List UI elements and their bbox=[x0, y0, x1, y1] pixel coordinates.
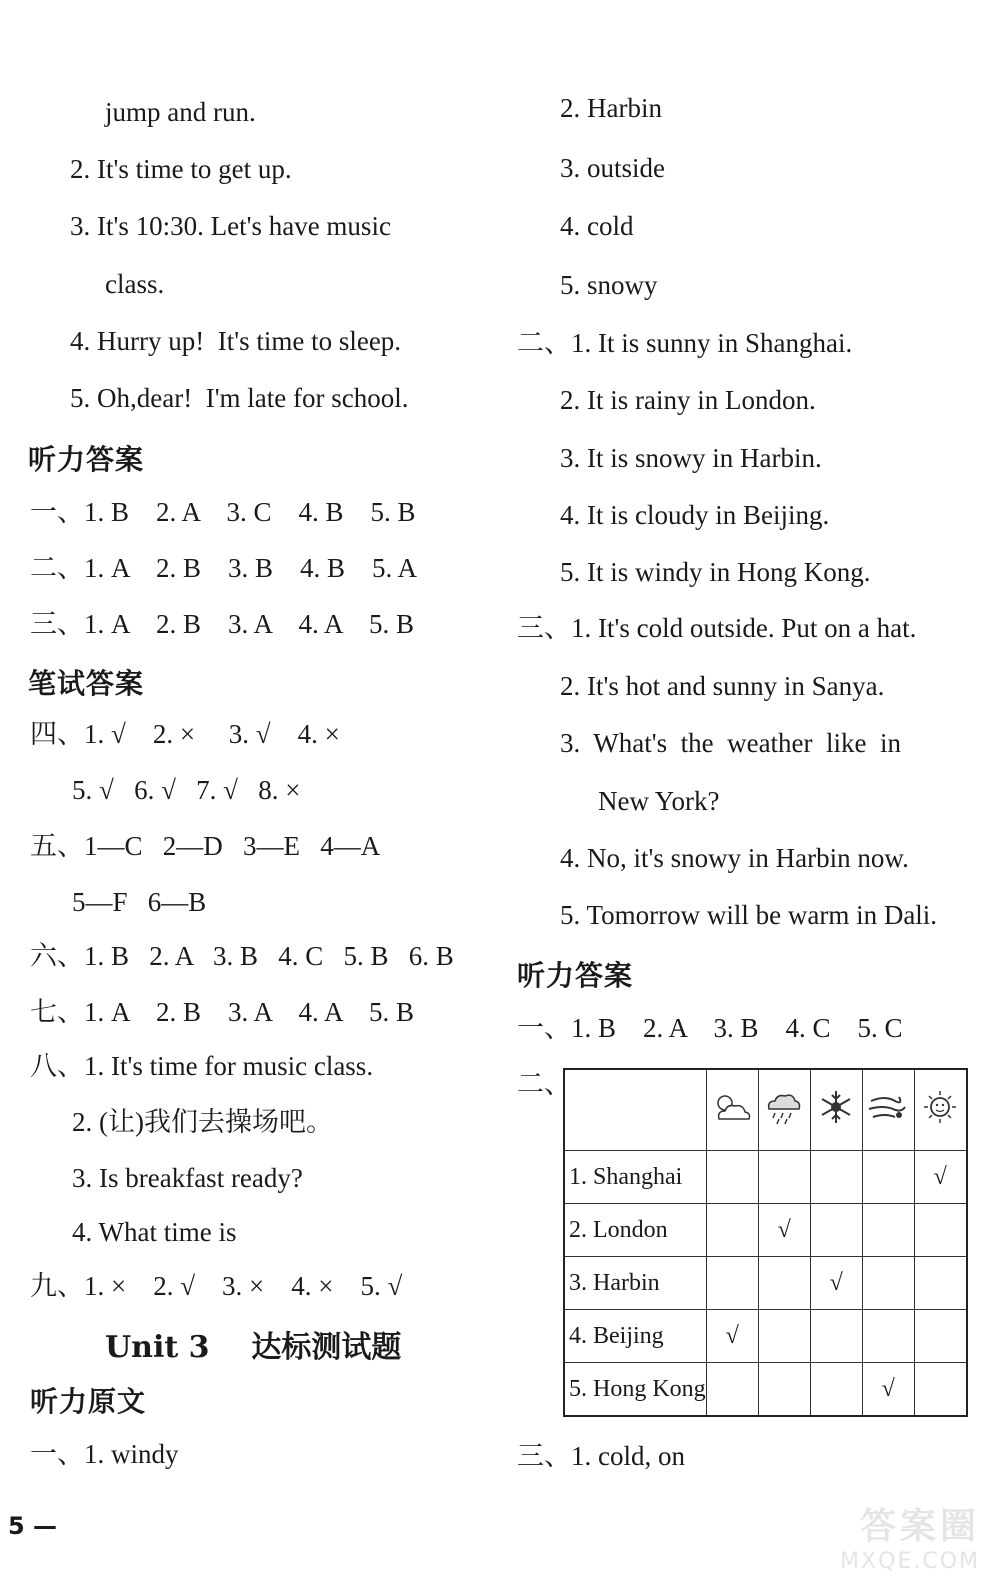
answer-line: 4. It is cloudy in Beijing. bbox=[560, 500, 830, 530]
answer-line: 4. Hurry up! It's time to sleep. bbox=[70, 326, 402, 356]
answer-line: 3. Is breakfast ready? bbox=[72, 1163, 303, 1193]
cloudy-icon bbox=[706, 1069, 758, 1151]
check-cell: √ bbox=[810, 1257, 862, 1310]
check-cell bbox=[862, 1204, 914, 1257]
table-row bbox=[564, 1257, 967, 1310]
answer-line: 三、1. cold, on bbox=[517, 1441, 685, 1471]
check-cell bbox=[862, 1151, 914, 1204]
answer-line: 3. It is snowy in Harbin. bbox=[560, 443, 822, 473]
answer-line: 一、1. B 2. A 3. B 4. C 5. C bbox=[517, 1013, 903, 1043]
answer-line: 2. It is rainy in London. bbox=[560, 385, 816, 415]
answer-line: 二、1. A 2. B 3. B 4. B 5. A bbox=[30, 553, 418, 583]
city-cell: 5. Hong Kong bbox=[564, 1363, 706, 1417]
city-cell: 4. Beijing bbox=[564, 1310, 706, 1363]
table-row bbox=[564, 1151, 967, 1204]
weather-table bbox=[563, 1068, 968, 1417]
answer-line: 5. Tomorrow will be warm in Dali. bbox=[560, 900, 938, 930]
check-cell bbox=[914, 1363, 967, 1417]
answer-line: 六、1. B 2. A 3. B 4. C 5. B 6. B bbox=[30, 941, 454, 971]
answer-line: 4. No, it's snowy in Harbin now. bbox=[560, 843, 909, 873]
check-cell bbox=[810, 1363, 862, 1417]
answer-line: 九、1. × 2. √ 3. × 4. × 5. √ bbox=[30, 1271, 403, 1301]
rainy-icon bbox=[758, 1069, 810, 1151]
answer-line: 八、1. It's time for music class. bbox=[30, 1051, 374, 1081]
check-cell: √ bbox=[862, 1363, 914, 1417]
check-cell bbox=[758, 1257, 810, 1310]
table-row bbox=[564, 1363, 967, 1417]
table-row bbox=[564, 1310, 967, 1363]
section-heading: 听力答案 bbox=[517, 959, 634, 992]
answer-line: New York? bbox=[598, 786, 720, 816]
check-cell: √ bbox=[706, 1310, 758, 1363]
check-cell: √ bbox=[914, 1151, 967, 1204]
check-cell bbox=[706, 1363, 758, 1417]
check-cell bbox=[810, 1204, 862, 1257]
answer-line: 一、1. B 2. A 3. C 4. B 5. B bbox=[30, 497, 416, 527]
answer-line: class. bbox=[105, 269, 165, 299]
answer-line: 四、1. √ 2. × 3. √ 4. × bbox=[30, 719, 340, 749]
table-corner bbox=[564, 1069, 706, 1151]
answer-line: 2. It's hot and sunny in Sanya. bbox=[560, 671, 885, 701]
city-cell: 2. London bbox=[564, 1204, 706, 1257]
check-cell bbox=[758, 1151, 810, 1204]
city-cell: 1. Shanghai bbox=[564, 1151, 706, 1204]
windy-icon bbox=[862, 1069, 914, 1151]
answer-line: 七、1. A 2. B 3. A 4. A 5. B bbox=[30, 997, 415, 1027]
answer-line: 4. What time is bbox=[72, 1217, 237, 1247]
check-cell bbox=[706, 1257, 758, 1310]
answer-line: 3. outside bbox=[560, 153, 665, 183]
section-heading: 笔试答案 bbox=[28, 667, 145, 700]
snowy-icon bbox=[810, 1069, 862, 1151]
answer-line: 三、1. It's cold outside. Put on a hat. bbox=[517, 613, 917, 643]
answer-line: 5. It is windy in Hong Kong. bbox=[560, 557, 871, 587]
watermark bbox=[780, 1498, 980, 1574]
answer-line: 五、1—C 2—D 3—E 4—A bbox=[30, 831, 381, 861]
check-cell bbox=[914, 1204, 967, 1257]
check-cell bbox=[810, 1310, 862, 1363]
answer-line: 2. It's time to get up. bbox=[70, 154, 292, 184]
answer-line: 5. Oh,dear! I'm late for school. bbox=[70, 383, 409, 413]
answer-line: 3. What's the weather like in bbox=[560, 728, 902, 758]
answer-line: 2. Harbin bbox=[560, 93, 662, 123]
check-cell bbox=[706, 1204, 758, 1257]
check-cell bbox=[758, 1310, 810, 1363]
unit-title: Unit 3 达标测试题 bbox=[105, 1330, 402, 1365]
check-cell bbox=[914, 1310, 967, 1363]
answer-line: 三、1. A 2. B 3. A 4. A 5. B bbox=[30, 609, 415, 639]
section-heading: 听力原文 bbox=[30, 1385, 147, 1418]
answer-line: 5—F 6—B bbox=[72, 887, 207, 917]
check-cell bbox=[862, 1257, 914, 1310]
watermark-url: MXQE.COM bbox=[840, 1549, 980, 1574]
sunny-icon bbox=[914, 1069, 967, 1151]
check-cell bbox=[758, 1363, 810, 1417]
check-cell: √ bbox=[758, 1204, 810, 1257]
answer-line: 二、1. It is sunny in Shanghai. bbox=[517, 328, 853, 358]
check-cell bbox=[810, 1151, 862, 1204]
watermark-logo: 答案圈 bbox=[859, 1506, 980, 1547]
answer-line: jump and run. bbox=[105, 97, 256, 127]
city-cell: 3. Harbin bbox=[564, 1257, 706, 1310]
table-label: 二、 bbox=[517, 1069, 571, 1099]
table-row bbox=[564, 1204, 967, 1257]
answer-line: 5. snowy bbox=[560, 270, 658, 300]
check-cell bbox=[706, 1151, 758, 1204]
answer-line: 2. (让)我们去操场吧。 bbox=[72, 1107, 333, 1137]
answer-line: 一、1. windy bbox=[30, 1439, 179, 1469]
answer-line: 5. √ 6. √ 7. √ 8. × bbox=[72, 775, 301, 805]
check-cell bbox=[862, 1310, 914, 1363]
answer-line: 4. cold bbox=[560, 211, 634, 241]
check-cell bbox=[914, 1257, 967, 1310]
section-heading: 听力答案 bbox=[28, 443, 145, 476]
page-number: 5 — bbox=[8, 1512, 58, 1540]
answer-line: 3. It's 10:30. Let's have music bbox=[70, 211, 391, 241]
